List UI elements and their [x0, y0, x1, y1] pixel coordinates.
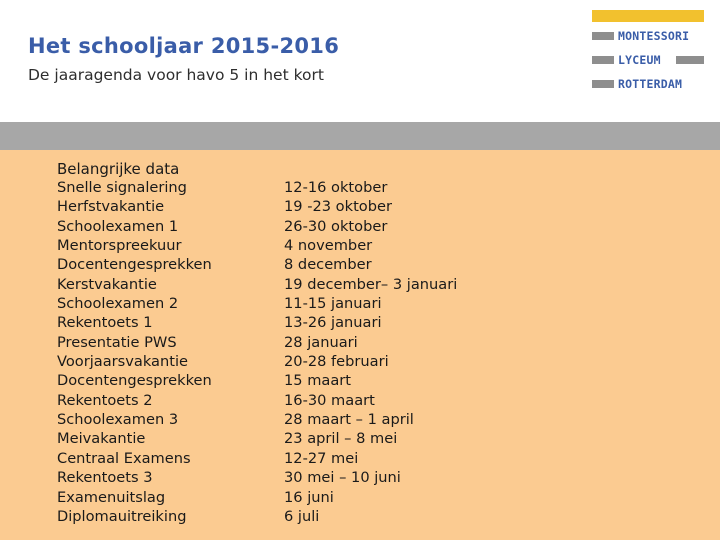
agenda-event: Presentatie PWS: [57, 333, 177, 351]
agenda-event: Docentengesprekken: [57, 372, 212, 390]
page-subtitle: De jaaragenda voor havo 5 in het kort: [28, 66, 324, 84]
agenda-heading: Belangrijke data: [57, 160, 180, 178]
page-title: Het schooljaar 2015-2016: [28, 34, 340, 58]
agenda-event: Schoolexamen 3: [57, 411, 179, 429]
agenda-event: Rekentoets 2: [57, 391, 153, 409]
logo-line-montessori: MONTESSORI: [618, 29, 690, 43]
agenda-event: Rekentoets 3: [57, 469, 153, 487]
logo-yellow-bar: [592, 10, 704, 22]
agenda-date: 12-16 oktober: [284, 179, 388, 196]
agenda-date: 4 november: [284, 237, 373, 255]
agenda-date: 12-27 mei: [284, 449, 359, 467]
header-divider-band: [0, 122, 720, 150]
date-list: [284, 178, 457, 526]
agenda-date: 11-15 januari: [284, 295, 382, 313]
agenda-event: Kerstvakantie: [57, 275, 157, 293]
agenda-date: 26-30 oktober: [284, 217, 388, 235]
agenda-date: 30 mei – 10 juni: [284, 469, 401, 487]
agenda-event: Docentengesprekken: [57, 256, 212, 274]
agenda-event: Herfstvakantie: [57, 198, 165, 216]
agenda-event: Rekentoets 1: [57, 314, 153, 332]
agenda-date: 8 december: [284, 256, 372, 274]
agenda-event: Diplomauitreiking: [57, 507, 187, 525]
agenda-event: Centraal Examens: [57, 449, 191, 467]
logo-grey-bar: [592, 80, 614, 88]
logo-line-rotterdam: ROTTERDAM: [618, 77, 683, 91]
agenda-date: 23 april – 8 mei: [284, 430, 398, 448]
agenda-date: 19 -23 oktober: [284, 198, 392, 216]
agenda-date: 6 juli: [284, 507, 320, 525]
agenda-date: 13-26 januari: [284, 314, 382, 332]
agenda-event: Mentorspreekuur: [57, 237, 182, 255]
logo-grey-bar: [592, 56, 614, 64]
agenda-date: 19 december– 3 januari: [284, 275, 458, 293]
agenda-event: Voorjaarsvakantie: [57, 353, 188, 371]
logo-grey-bar: [592, 32, 614, 40]
agenda-event: Schoolexamen 2: [57, 295, 179, 313]
agenda-date: 16-30 maart: [284, 391, 375, 409]
agenda-event: Snelle signalering: [57, 179, 187, 196]
event-list: [57, 178, 212, 526]
logo-grey-bar: [676, 56, 704, 64]
agenda-event: Meivakantie: [57, 430, 146, 448]
agenda-date: 20-28 februari: [284, 353, 389, 371]
school-logo: [590, 10, 706, 94]
logo-line-lyceum: LYCEUM: [618, 53, 661, 67]
agenda-date: 16 juni: [284, 488, 334, 506]
agenda-date: 28 januari: [284, 333, 358, 351]
agenda-date: 28 maart – 1 april: [284, 411, 414, 429]
agenda-event: Examenuitslag: [57, 488, 166, 506]
agenda-event: Schoolexamen 1: [57, 217, 179, 235]
agenda-date: 15 maart: [284, 372, 352, 390]
